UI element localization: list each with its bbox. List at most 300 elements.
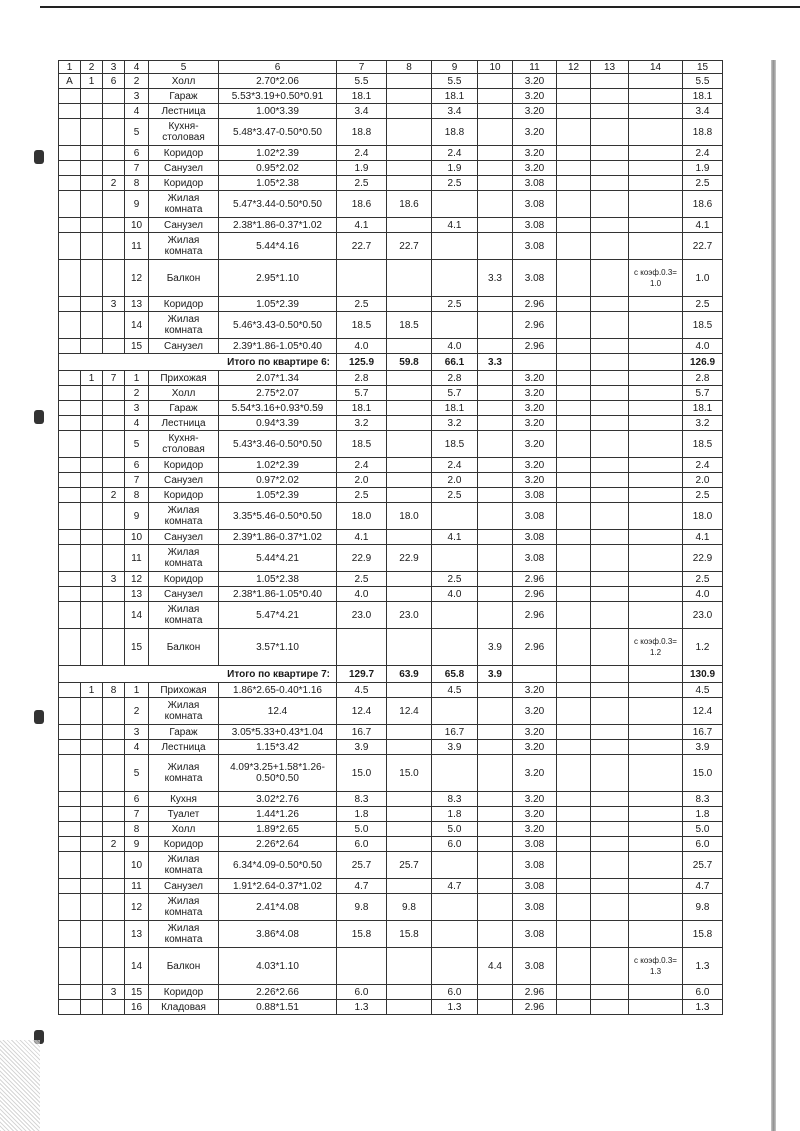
cell-c12 [557, 74, 591, 89]
table-row [59, 191, 723, 218]
cell-height: 3.20 [513, 725, 557, 740]
cell-formula: 0.97*2.02 [219, 473, 337, 488]
cell-c12 [557, 792, 591, 807]
cell-area-balcony [478, 386, 513, 401]
cell-formula: 1.00*3.39 [219, 104, 337, 119]
cell-area-balcony [478, 545, 513, 572]
cell-c12 [557, 119, 591, 146]
header-cell: 3 [103, 61, 125, 74]
cell-room-no: 8 [125, 822, 149, 837]
cell-area-living [387, 339, 432, 354]
empty-cell [591, 354, 629, 371]
cell-room-name: Жилая комната [149, 755, 219, 792]
cell-floor [103, 755, 125, 792]
cell-c13 [591, 792, 629, 807]
cell-area-living [387, 725, 432, 740]
cell-c12 [557, 89, 591, 104]
cell-room-name: Гараж [149, 401, 219, 416]
cell-note [629, 894, 683, 921]
cell-area-aux [432, 948, 478, 985]
cell-c13 [591, 572, 629, 587]
cell-room-name: Коридор [149, 985, 219, 1000]
cell-floor-a [81, 260, 103, 297]
cell-lit [59, 545, 81, 572]
cell-c12 [557, 260, 591, 297]
total-value: 66.1 [432, 354, 478, 371]
cell-room-name: Кухня [149, 792, 219, 807]
cell-lit [59, 146, 81, 161]
cell-floor [103, 921, 125, 948]
cell-area-final: 18.0 [683, 503, 723, 530]
cell-area-balcony [478, 401, 513, 416]
total-value: 125.9 [337, 354, 387, 371]
cell-area-aux: 1.3 [432, 1000, 478, 1015]
cell-area-final: 6.0 [683, 837, 723, 852]
cell-formula: 5.54*3.16+0.93*0.59 [219, 401, 337, 416]
cell-floor-a [81, 119, 103, 146]
cell-area-aux: 2.5 [432, 297, 478, 312]
cell-area-total: 18.1 [337, 89, 387, 104]
total-value: 59.8 [387, 354, 432, 371]
cell-area-balcony [478, 602, 513, 629]
cell-area-aux: 16.7 [432, 725, 478, 740]
cell-area-living [387, 740, 432, 755]
cell-formula: 3.05*5.33+0.43*1.04 [219, 725, 337, 740]
cell-floor-a [81, 822, 103, 837]
cell-formula: 3.57*1.10 [219, 629, 337, 666]
cell-floor [103, 119, 125, 146]
cell-room-no: 12 [125, 894, 149, 921]
header-cell: 14 [629, 61, 683, 74]
cell-floor-a [81, 921, 103, 948]
cell-room-no: 2 [125, 74, 149, 89]
cell-room-name: Санузел [149, 473, 219, 488]
cell-c13 [591, 176, 629, 191]
cell-note [629, 218, 683, 233]
cell-c12 [557, 146, 591, 161]
cell-area-total: 4.0 [337, 587, 387, 602]
cell-area-living [387, 879, 432, 894]
cell-room-no: 15 [125, 339, 149, 354]
cell-room-no: 6 [125, 458, 149, 473]
cell-formula: 3.35*5.46-0.50*0.50 [219, 503, 337, 530]
cell-room-no: 14 [125, 312, 149, 339]
cell-floor-a [81, 104, 103, 119]
cell-c12 [557, 312, 591, 339]
cell-c12 [557, 104, 591, 119]
cell-area-final: 4.0 [683, 339, 723, 354]
cell-floor-a [81, 852, 103, 879]
header-row [59, 61, 723, 74]
cell-floor [103, 503, 125, 530]
cell-area-final: 15.8 [683, 921, 723, 948]
cell-room-no: 11 [125, 233, 149, 260]
cell-c12 [557, 297, 591, 312]
total-row [59, 354, 723, 371]
table-row [59, 629, 723, 666]
cell-area-aux: 3.9 [432, 740, 478, 755]
cell-note [629, 683, 683, 698]
cell-floor [103, 458, 125, 473]
cell-note [629, 312, 683, 339]
cell-floor [103, 740, 125, 755]
cell-lit [59, 297, 81, 312]
cell-note [629, 837, 683, 852]
cell-area-total: 18.5 [337, 312, 387, 339]
cell-room-no: 15 [125, 985, 149, 1000]
total-value: 129.7 [337, 666, 387, 683]
cell-area-aux: 2.8 [432, 371, 478, 386]
cell-floor [103, 473, 125, 488]
cell-note [629, 545, 683, 572]
cell-c12 [557, 233, 591, 260]
cell-c13 [591, 545, 629, 572]
cell-c12 [557, 725, 591, 740]
cell-formula: 5.53*3.19+0.50*0.91 [219, 89, 337, 104]
cell-area-final: 2.8 [683, 371, 723, 386]
cell-area-living [387, 822, 432, 837]
cell-area-aux: 4.7 [432, 879, 478, 894]
cell-floor [103, 948, 125, 985]
cell-height: 3.20 [513, 807, 557, 822]
cell-area-living [387, 297, 432, 312]
cell-c13 [591, 1000, 629, 1015]
cell-c13 [591, 146, 629, 161]
cell-c12 [557, 852, 591, 879]
cell-floor-a [81, 473, 103, 488]
cell-area-balcony [478, 572, 513, 587]
table-row [59, 587, 723, 602]
cell-note [629, 725, 683, 740]
cell-area-balcony: 3.3 [478, 260, 513, 297]
cell-c13 [591, 698, 629, 725]
cell-c13 [591, 218, 629, 233]
cell-lit [59, 740, 81, 755]
cell-note [629, 792, 683, 807]
cell-area-aux: 18.1 [432, 89, 478, 104]
cell-height: 3.20 [513, 698, 557, 725]
cell-area-total: 2.5 [337, 176, 387, 191]
cell-formula: 4.09*3.25+1.58*1.26-0.50*0.50 [219, 755, 337, 792]
empty-cell [557, 666, 591, 683]
cell-note [629, 822, 683, 837]
cell-formula: 5.43*3.46-0.50*0.50 [219, 431, 337, 458]
cell-height: 3.08 [513, 488, 557, 503]
cell-c12 [557, 386, 591, 401]
empty-cell [513, 354, 557, 371]
cell-area-living [387, 260, 432, 297]
table-row [59, 948, 723, 985]
cell-lit [59, 879, 81, 894]
cell-floor-a [81, 879, 103, 894]
cell-floor-a [81, 948, 103, 985]
cell-formula: 0.94*3.39 [219, 416, 337, 431]
table-row [59, 879, 723, 894]
cell-floor-a [81, 545, 103, 572]
cell-note [629, 458, 683, 473]
table-row [59, 792, 723, 807]
cell-area-aux [432, 602, 478, 629]
table-row [59, 698, 723, 725]
cell-floor [103, 104, 125, 119]
cell-area-balcony [478, 458, 513, 473]
cell-room-no: 9 [125, 837, 149, 852]
cell-area-total: 18.8 [337, 119, 387, 146]
cell-area-aux: 18.8 [432, 119, 478, 146]
cell-c12 [557, 879, 591, 894]
cell-height: 3.20 [513, 401, 557, 416]
cell-room-name: Жилая комната [149, 191, 219, 218]
cell-height: 3.08 [513, 530, 557, 545]
cell-note [629, 807, 683, 822]
cell-c12 [557, 698, 591, 725]
cell-formula: 2.70*2.06 [219, 74, 337, 89]
table-row [59, 176, 723, 191]
cell-lit [59, 948, 81, 985]
cell-room-name: Коридор [149, 458, 219, 473]
binding-hole [34, 710, 44, 724]
cell-area-aux [432, 852, 478, 879]
cell-c13 [591, 879, 629, 894]
cell-floor [103, 545, 125, 572]
cell-area-living [387, 1000, 432, 1015]
cell-note [629, 297, 683, 312]
cell-area-total: 5.7 [337, 386, 387, 401]
cell-area-final: 4.7 [683, 879, 723, 894]
cell-room-no: 13 [125, 297, 149, 312]
cell-height: 3.20 [513, 119, 557, 146]
cell-c12 [557, 894, 591, 921]
cell-height: 2.96 [513, 985, 557, 1000]
cell-note [629, 698, 683, 725]
cell-area-final: 5.5 [683, 74, 723, 89]
cell-area-balcony [478, 119, 513, 146]
cell-area-total: 22.7 [337, 233, 387, 260]
cell-lit [59, 488, 81, 503]
table-row [59, 312, 723, 339]
cell-lit [59, 530, 81, 545]
cell-lit [59, 852, 81, 879]
cell-room-name: Кухня-столовая [149, 119, 219, 146]
cell-room-no: 2 [125, 386, 149, 401]
table-row [59, 572, 723, 587]
header-cell: 1 [59, 61, 81, 74]
cell-floor: 3 [103, 985, 125, 1000]
cell-c13 [591, 431, 629, 458]
cell-c12 [557, 948, 591, 985]
cell-area-living [387, 161, 432, 176]
cell-area-final: 22.7 [683, 233, 723, 260]
cell-formula: 5.47*4.21 [219, 602, 337, 629]
cell-area-living [387, 146, 432, 161]
cell-area-balcony [478, 191, 513, 218]
cell-area-final: 2.5 [683, 572, 723, 587]
cell-floor-a [81, 218, 103, 233]
cell-area-balcony [478, 894, 513, 921]
cell-room-no: 3 [125, 401, 149, 416]
cell-area-living [387, 401, 432, 416]
cell-area-aux: 1.8 [432, 807, 478, 822]
cell-area-final: 12.4 [683, 698, 723, 725]
cell-floor [103, 602, 125, 629]
cell-floor [103, 146, 125, 161]
cell-area-total: 18.5 [337, 431, 387, 458]
cell-room-no: 4 [125, 416, 149, 431]
cell-formula: 3.86*4.08 [219, 921, 337, 948]
cell-height: 2.96 [513, 629, 557, 666]
table-row [59, 921, 723, 948]
cell-floor [103, 89, 125, 104]
cell-area-total: 18.0 [337, 503, 387, 530]
cell-c12 [557, 218, 591, 233]
cell-area-final: 18.5 [683, 312, 723, 339]
table-row [59, 218, 723, 233]
cell-area-total: 16.7 [337, 725, 387, 740]
cell-floor-a [81, 416, 103, 431]
cell-area-final: 18.1 [683, 401, 723, 416]
cell-area-balcony [478, 740, 513, 755]
cell-area-final: 1.2 [683, 629, 723, 666]
cell-note [629, 473, 683, 488]
cell-height: 3.08 [513, 894, 557, 921]
cell-lit [59, 386, 81, 401]
cell-height: 2.96 [513, 339, 557, 354]
cell-area-living [387, 386, 432, 401]
cell-room-no: 7 [125, 807, 149, 822]
cell-c13 [591, 629, 629, 666]
cell-area-final: 1.0 [683, 260, 723, 297]
cell-area-living [387, 104, 432, 119]
cell-note [629, 104, 683, 119]
cell-area-aux: 6.0 [432, 837, 478, 852]
cell-area-aux: 4.0 [432, 587, 478, 602]
cell-lit [59, 218, 81, 233]
cell-area-aux: 4.1 [432, 530, 478, 545]
empty-cell [629, 354, 683, 371]
cell-formula: 1.89*2.65 [219, 822, 337, 837]
table-row [59, 161, 723, 176]
table-row [59, 401, 723, 416]
cell-note [629, 572, 683, 587]
cell-formula: 2.07*1.34 [219, 371, 337, 386]
cell-area-final: 4.0 [683, 587, 723, 602]
cell-area-aux [432, 312, 478, 339]
cell-room-no: 13 [125, 587, 149, 602]
binding-hole [34, 150, 44, 164]
cell-room-name: Кладовая [149, 1000, 219, 1015]
cell-height: 2.96 [513, 297, 557, 312]
cell-area-final: 4.1 [683, 530, 723, 545]
table-row [59, 233, 723, 260]
cell-lit [59, 921, 81, 948]
cell-area-total: 3.2 [337, 416, 387, 431]
cell-note [629, 416, 683, 431]
cell-formula: 2.38*1.86-0.37*1.02 [219, 218, 337, 233]
cell-c12 [557, 921, 591, 948]
cell-area-living [387, 587, 432, 602]
cell-area-total [337, 260, 387, 297]
cell-height: 3.08 [513, 837, 557, 852]
cell-c13 [591, 339, 629, 354]
cell-room-name: Жилая комната [149, 545, 219, 572]
cell-formula: 1.05*2.39 [219, 488, 337, 503]
cell-area-balcony [478, 146, 513, 161]
cell-area-living [387, 89, 432, 104]
cell-lit [59, 473, 81, 488]
cell-area-final: 2.0 [683, 473, 723, 488]
cell-area-living [387, 431, 432, 458]
table-row [59, 807, 723, 822]
cell-formula: 1.86*2.65-0.40*1.16 [219, 683, 337, 698]
table-row [59, 89, 723, 104]
cell-floor [103, 312, 125, 339]
cell-room-name: Лестница [149, 740, 219, 755]
total-sum: 130.9 [683, 666, 723, 683]
cell-formula: 2.41*4.08 [219, 894, 337, 921]
cell-area-living: 22.9 [387, 545, 432, 572]
empty-cell [629, 666, 683, 683]
cell-height: 3.20 [513, 386, 557, 401]
cell-room-no: 1 [125, 371, 149, 386]
cell-formula: 2.39*1.86-1.05*0.40 [219, 339, 337, 354]
cell-c12 [557, 755, 591, 792]
cell-formula: 3.02*2.76 [219, 792, 337, 807]
cell-area-balcony: 3.9 [478, 629, 513, 666]
cell-area-final: 5.0 [683, 822, 723, 837]
cell-area-living [387, 572, 432, 587]
cell-area-balcony [478, 104, 513, 119]
cell-height: 3.20 [513, 146, 557, 161]
cell-floor [103, 698, 125, 725]
cell-area-final: 4.1 [683, 218, 723, 233]
cell-lit [59, 587, 81, 602]
cell-c13 [591, 503, 629, 530]
cell-area-total: 2.5 [337, 297, 387, 312]
cell-height: 3.20 [513, 161, 557, 176]
table-row [59, 119, 723, 146]
cell-c13 [591, 683, 629, 698]
cell-c13 [591, 119, 629, 146]
cell-room-name: Гараж [149, 725, 219, 740]
cell-floor-a [81, 587, 103, 602]
cell-area-balcony [478, 503, 513, 530]
cell-area-final: 18.8 [683, 119, 723, 146]
cell-height: 3.20 [513, 755, 557, 792]
cell-note [629, 530, 683, 545]
cell-height: 2.96 [513, 572, 557, 587]
cell-area-balcony [478, 852, 513, 879]
cell-area-total: 15.8 [337, 921, 387, 948]
cell-area-balcony [478, 416, 513, 431]
cell-floor [103, 725, 125, 740]
table-row [59, 386, 723, 401]
cell-area-final: 8.3 [683, 792, 723, 807]
cell-area-balcony [478, 371, 513, 386]
cell-floor [103, 416, 125, 431]
cell-area-aux: 4.5 [432, 683, 478, 698]
cell-room-name: Холл [149, 74, 219, 89]
cell-area-living [387, 629, 432, 666]
cell-formula: 5.44*4.16 [219, 233, 337, 260]
total-value: 3.3 [478, 354, 513, 371]
cell-c13 [591, 807, 629, 822]
cell-room-name: Гараж [149, 89, 219, 104]
cell-lit [59, 985, 81, 1000]
cell-area-final: 3.9 [683, 740, 723, 755]
cell-area-balcony [478, 530, 513, 545]
total-sum: 126.9 [683, 354, 723, 371]
cell-lit [59, 458, 81, 473]
